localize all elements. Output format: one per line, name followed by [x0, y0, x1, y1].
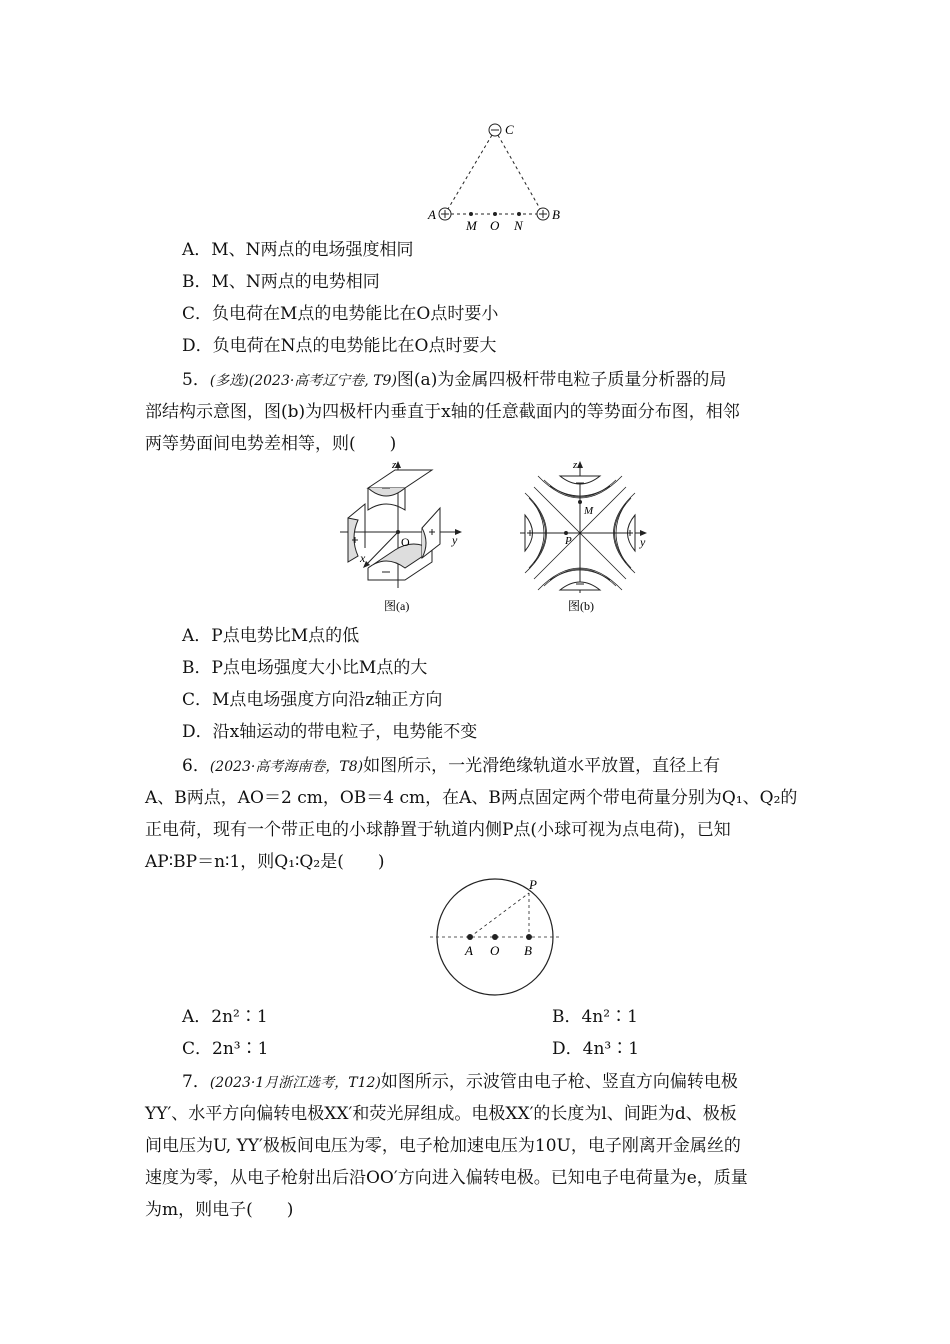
q6-line-2: A、B两点，AO＝2 cm，OB＝4 cm，在A、B两点固定两个带电荷量分别为Q₁、Q₂的 — [145, 788, 798, 808]
label-O: O — [490, 218, 500, 233]
q5-source: (2023·高考辽宁卷, T9) — [248, 373, 397, 389]
q7-line-1 — [182, 1070, 738, 1095]
q4-option-d[interactable]: D．负电荷在N点的电势能比在O点时要大 — [182, 336, 497, 356]
q6-option-c[interactable]: C．2n³∶1 — [182, 1039, 269, 1059]
label-N: N — [514, 218, 523, 233]
q7-line-3: 间电压为U, YY′极板间电压为零，电子枪加速电压为10U，电子刚离开金属丝的 — [145, 1136, 741, 1156]
q5-option-b[interactable]: B．P点电场强度大小比M点的大 — [182, 658, 428, 678]
q6-option-b[interactable]: B．4n²∶1 — [552, 1007, 638, 1027]
q4-option-a[interactable]: A．M、N两点的电场强度相同 — [182, 240, 414, 260]
fig-a-label-y: y — [452, 533, 458, 547]
q7-line-2: YY′、水平方向偏转电极XX′和荧光屏组成。电极XX′的长度为l、间距为d、极板 — [145, 1104, 737, 1124]
circle-label-b: B — [524, 943, 532, 958]
q7-number: 7． — [182, 1072, 210, 1092]
q6-line-4: AP∶BP＝n∶1，则Q₁∶Q₂是( ) — [145, 852, 385, 872]
q6-number: 6． — [182, 756, 210, 776]
q6-text-1: 如图所示，一光滑绝缘轨道水平放置，直径上有 — [363, 756, 721, 776]
fig-b-caption: 图(b) — [568, 599, 594, 613]
q7-text-1: 如图所示，示波管由电子枪、竖直方向偏转电极 — [380, 1072, 738, 1092]
figure-quadrupole-a — [340, 458, 470, 618]
label-B: B — [552, 207, 560, 222]
point-A-circle — [467, 934, 473, 940]
point-O-circle — [492, 934, 498, 940]
q7-line-4: 速度为零，从电子枪射出后沿OO′方向进入偏转电极。已知电子电荷量为e，质量 — [145, 1168, 748, 1188]
q6-option-d[interactable]: D．4n³∶1 — [552, 1039, 640, 1059]
point-M — [469, 212, 473, 216]
q7-line-5: 为m，则电子( ) — [145, 1200, 294, 1220]
fig-a-label-o: O — [401, 535, 410, 549]
q4-option-c[interactable]: C．负电荷在M点的电势能比在O点时要小 — [182, 304, 499, 324]
fig-b-label-z: z — [573, 459, 578, 471]
fig-a-label-x: x — [360, 551, 366, 565]
figure-circle-track — [430, 875, 580, 1005]
q5-number: 5． — [182, 370, 210, 390]
point-M-b — [578, 500, 582, 504]
q6-source: (2023·高考海南卷，T8) — [209, 759, 364, 775]
figure-equipotential-b — [520, 458, 660, 618]
q5-line-1 — [182, 368, 726, 393]
fig-b-label-y: y — [640, 535, 646, 549]
q5-option-a[interactable]: A．P点电势比M点的低 — [182, 626, 360, 646]
circle-label-p: P — [529, 877, 537, 892]
point-O — [493, 212, 497, 216]
label-M: M — [466, 218, 477, 233]
circle-label-o: O — [490, 943, 500, 958]
q6-line-1 — [182, 754, 720, 779]
q4-option-b[interactable]: B．M、N两点的电势相同 — [182, 272, 380, 292]
fig-a-label-z: z — [392, 459, 397, 471]
figure-charges-triangle — [425, 118, 565, 236]
q5-text-1: 图(a)为金属四极杆带电粒子质量分析器的局 — [396, 370, 727, 390]
label-A: A — [428, 207, 436, 222]
point-B-circle — [526, 934, 532, 940]
q6-line-3: 正电荷，现有一个带正电的小球静置于轨道内侧P点(小球可视为点电荷)，已知 — [145, 820, 731, 840]
q5-line-3: 两等势面间电势差相等，则( ) — [145, 434, 397, 454]
q5-line-2: 部结构示意图，图(b)为四极杆内垂直于x轴的任意截面内的等势面分布图，相邻 — [145, 402, 740, 422]
q5-option-d[interactable]: D．沿x轴运动的带电粒子，电势能不变 — [182, 722, 478, 742]
q5-tag: (多选) — [209, 373, 249, 389]
fig-a-caption: 图(a) — [384, 599, 410, 613]
q7-source: (2023·1月浙江选考，T12) — [209, 1075, 381, 1091]
circle-label-a: A — [465, 943, 473, 958]
label-C: C — [505, 122, 514, 137]
q5-option-c[interactable]: C．M点电场强度方向沿z轴正方向 — [182, 690, 443, 710]
point-N — [517, 212, 521, 216]
q6-option-a[interactable]: A．2n²∶1 — [182, 1007, 268, 1027]
fig-b-label-p: P — [565, 535, 572, 547]
fig-b-label-m: M — [584, 505, 594, 517]
